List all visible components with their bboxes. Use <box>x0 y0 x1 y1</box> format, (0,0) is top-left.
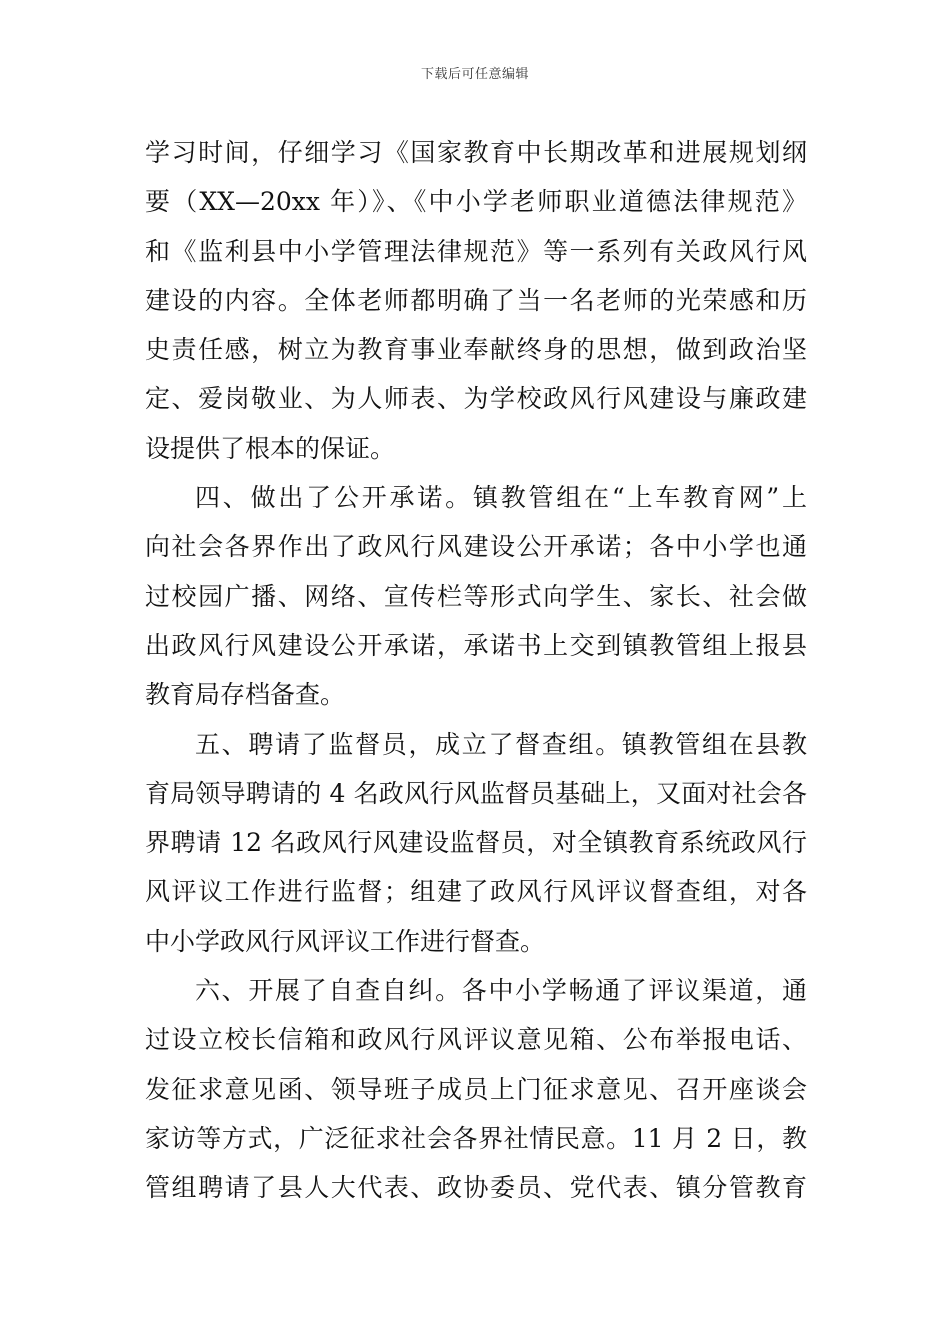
text-line: 建设的内容。全体老师都明确了当一名老师的光荣感和历 <box>145 285 807 315</box>
text-line: 管组聘请了县人大代表、政协委员、党代表、镇分管教育 <box>145 1173 807 1203</box>
text-line: 家访等方式，广泛征求社会各界社情民意。11 月 2 日，教 <box>145 1123 807 1153</box>
text-line: 史责任感，树立为教育事业奉献终身的思想，做到政治坚 <box>145 335 807 365</box>
text-line: 定、爱岗敬业、为人师表、为学校政风行风建设与廉政建 <box>145 384 807 414</box>
text-line: 过设立校长信箱和政风行风评议意见箱、公布举报电话、 <box>145 1025 807 1055</box>
paragraph-start-line: 六、开展了自查自纠。各中小学畅通了评议渠道，通 <box>195 976 807 1006</box>
text-line: 中小学政风行风评议工作进行督查。 <box>145 926 546 956</box>
text-line: 向社会各界作出了政风行风建设公开承诺；各中小学也通 <box>145 532 807 562</box>
text-line: 风评议工作进行监督；组建了政风行风评议督查组，对各 <box>145 877 807 907</box>
text-line: 出政风行风建设公开承诺，承诺书上交到镇教管组上报县 <box>145 630 807 660</box>
text-line: 育局领导聘请的 4 名政风行风监督员基础上，又面对社会各 <box>145 778 807 808</box>
text-line: 界聘请 12 名政风行风建设监督员，对全镇教育系统政风行 <box>145 828 807 858</box>
text-line: 设提供了根本的保证。 <box>145 433 396 463</box>
text-line: 和《监利县中小学管理法律规范》等一系列有关政风行风 <box>145 236 807 266</box>
page-header-note: 下载后可任意编辑 <box>420 67 529 82</box>
document-body <box>145 128 807 1213</box>
text-line: 要（XX—20xx 年）》、《中小学老师职业道德法律规范》 <box>145 187 807 217</box>
paragraph-start-line: 四、做出了公开承诺。镇教管组在“上车教育网”上 <box>195 483 807 513</box>
text-line: 过校园广播、网络、宣传栏等形式向学生、家长、社会做 <box>145 581 807 611</box>
paragraph-start-line: 五、聘请了监督员，成立了督查组。镇教管组在县教 <box>195 729 807 759</box>
text-line: 发征求意见函、领导班子成员上门征求意见、召开座谈会 <box>145 1074 807 1104</box>
text-line: 学习时间，仔细学习《国家教育中长期改革和进展规划纲 <box>145 138 807 167</box>
text-line: 教育局存档备查。 <box>145 680 346 710</box>
